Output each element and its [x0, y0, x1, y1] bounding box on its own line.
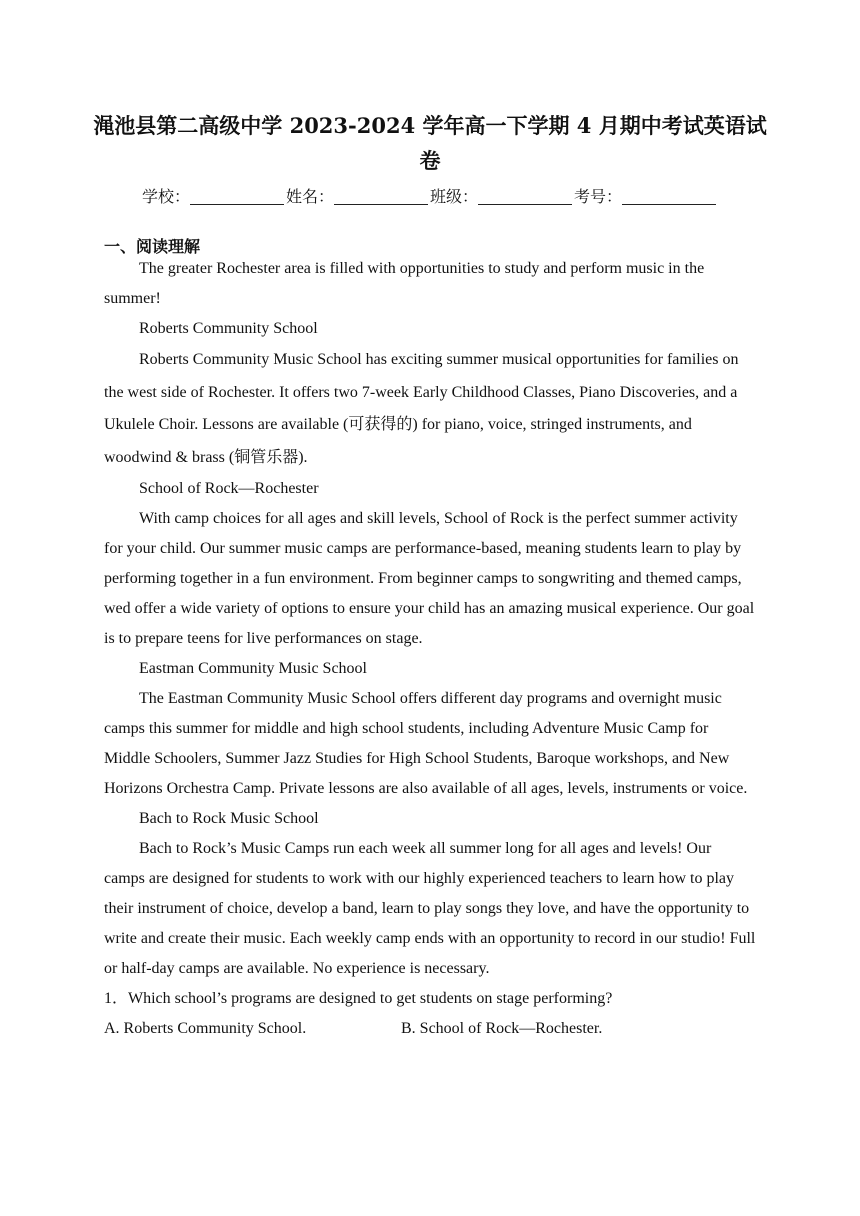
student-info-line — [0, 184, 860, 207]
school-3-description: The Eastman Community Music School offers different day programs and overnight music camps this summer for middle and high school students, including Adventure Music Camp for Middle Schoolers, Summer Jazz Studies for High School Students, Baroque workshops, and New Horizons Orchestra Camp. Private lessons are also available of all ages, levels, instruments or voice. — [104, 690, 748, 797]
class-label: 班级： — [430, 187, 479, 206]
passage-intro: The greater Rochester area is filled with opportunities to study and perform music in the summer! — [104, 260, 705, 307]
school-4-title: Bach to Rock Music School — [139, 810, 319, 827]
question-1-options — [104, 1014, 756, 1044]
name-blank[interactable] — [334, 188, 428, 205]
exam-title: 渑池县第二高级中学 2023-2024 学年高一下学期 4 月期中考试英语试卷 — [93, 113, 767, 173]
section-heading: 一、阅读理解 — [104, 237, 201, 256]
school-2-title: School of Rock—Rochester — [139, 480, 319, 497]
reading-passage — [104, 254, 756, 1044]
question-1-stem: 1．Which school’s programs are designed to get students on stage performing? — [104, 990, 613, 1007]
school-3-title: Eastman Community Music School — [139, 660, 367, 677]
school-1-description: Roberts Community Music School has exciting summer musical opportunities for families on the west side of Rochester. It offers two 7-week Early Childhood Classes, Piano Discoveries, and a Ukulele Choir. Lessons are available (可获得的) for piano, voice, stringed instruments, and woodwind & brass (铜管乐器). — [104, 351, 739, 466]
exam-number-label: 考号： — [574, 187, 623, 206]
class-blank[interactable] — [478, 188, 572, 205]
school-blank[interactable] — [190, 188, 284, 205]
school-4-description: Bach to Rock’s Music Camps run each week all summer long for all ages and levels! Our camps are designed for students to work with our highly experienced teachers to learn how to play their instrument of choice, develop a band, learn to play songs they love, and have the opportunity to write and create their music. Each weekly camp ends with an opportunity to record in our studio! Full or half-day camps are available. No experience is necessary. — [104, 840, 756, 977]
school-2-description: With camp choices for all ages and skill levels, School of Rock is the perfect summer activity for your child. Our summer music camps are performance-based, meaning students learn to play by performing together in a fun environment. From beginner camps to songwriting and themed camps, wed offer a wide variety of options to ensure your child has an amazing musical experience. Our goal is to prepare teens for live performances on stage. — [104, 510, 755, 647]
name-label: 姓名： — [285, 187, 334, 206]
exam-number-blank[interactable] — [622, 188, 716, 205]
school-label: 学校： — [141, 187, 190, 206]
school-1-title: Roberts Community School — [139, 320, 318, 337]
option-b[interactable]: B. School of Rock—Rochester. — [401, 1020, 603, 1037]
option-a[interactable]: A. Roberts Community School. — [104, 1020, 307, 1037]
